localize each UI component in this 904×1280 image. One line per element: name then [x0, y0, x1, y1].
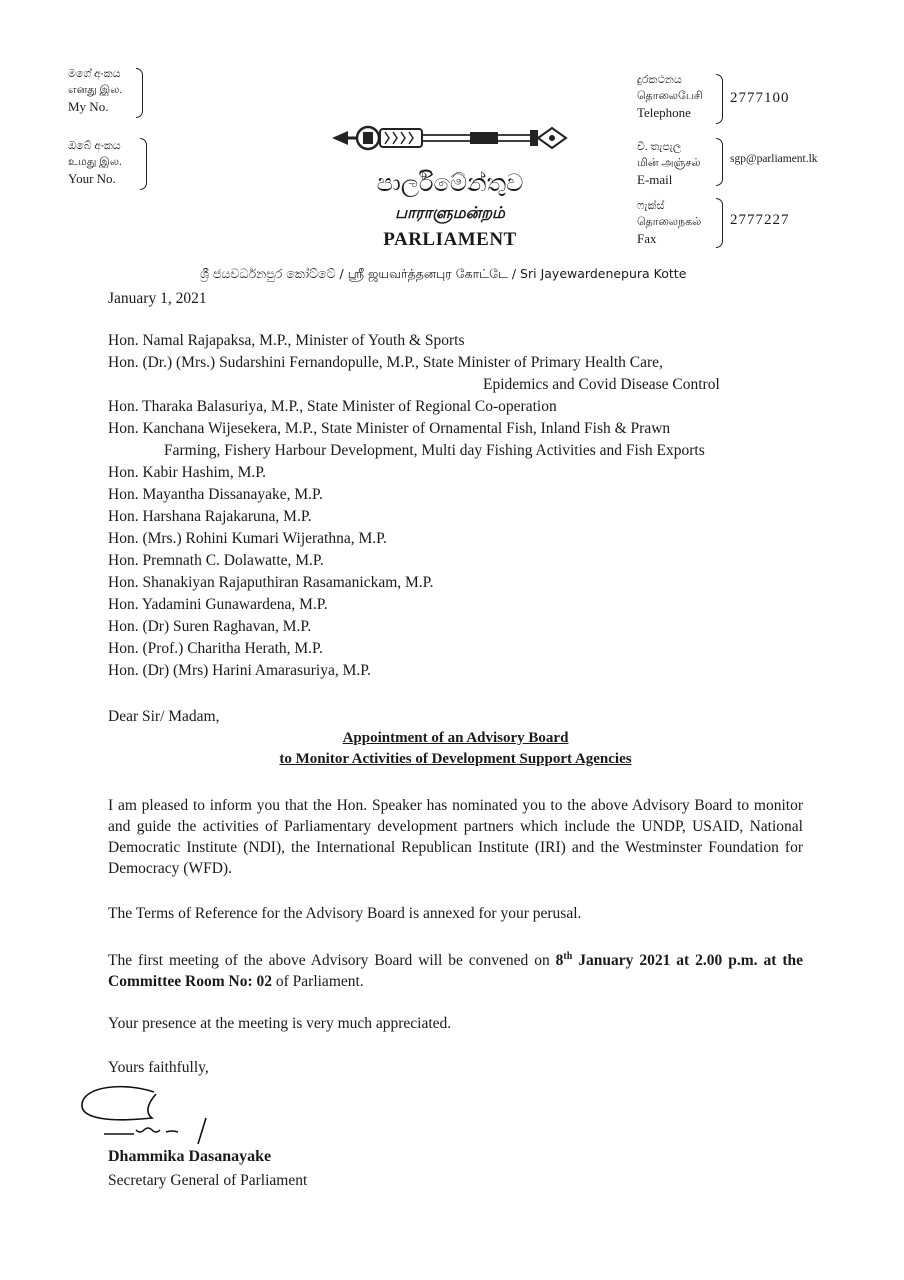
handwritten-signature-icon: [74, 1082, 224, 1148]
recipient-line: Hon. Premnath C. Dolawatte, M.P.: [108, 552, 324, 569]
body-paragraph-3: [108, 946, 803, 992]
recipient-line: Hon. (Mrs.) Rohini Kumari Wijerathna, M.P.: [108, 530, 387, 547]
recipient-line-continued: Epidemics and Covid Disease Control: [483, 376, 720, 393]
recipient-line-continued: Farming, Fishery Harbour Development, Multi day Fishing Activities and Fish Exports: [164, 442, 705, 459]
body-paragraph-4: Your presence at the meeting is very much appreciated.: [108, 1015, 452, 1032]
salutation: Dear Sir/ Madam,: [108, 708, 220, 725]
parliament-name-ta: பாராளுமன்றம்: [395, 203, 505, 222]
your-no-block: [68, 138, 122, 187]
recipient-line: Hon. (Prof.) Charitha Herath, M.P.: [108, 640, 323, 657]
your-no-ta: உமது இல.: [68, 156, 122, 168]
recipient-line: Hon. Kabir Hashim, M.P.: [108, 464, 267, 481]
telephone-brace: [716, 74, 723, 124]
telephone-ta: தொலைபேசி: [637, 90, 703, 102]
fax-ta: தொலைநகல்: [637, 216, 702, 228]
fax-en: Fax: [637, 231, 657, 246]
signatory-name: Dhammika Dasanayake: [108, 1148, 272, 1165]
your-no-en: Your No.: [68, 171, 116, 186]
recipient-line: Hon. (Dr.) (Mrs.) Sudarshini Fernandopulle, M.P., State Minister of Primary Health Care,: [108, 354, 663, 371]
email-brace: [716, 138, 723, 186]
subject-line-1: Appointment of an Advisory Board: [342, 730, 569, 746]
fax-brace: [716, 198, 723, 248]
recipient-line: Hon. Tharaka Balasuriya, M.P., State Minister of Regional Co-operation: [108, 398, 557, 415]
meeting-day: 8: [555, 952, 564, 970]
letter-date: January 1, 2021: [108, 290, 207, 307]
telephone-number: 2777100: [730, 90, 790, 106]
email-label-block: [637, 139, 701, 188]
recipient-line: Hon. Harshana Rajakaruna, M.P.: [108, 508, 312, 525]
telephone-si: දුරකථනය: [637, 74, 682, 86]
meeting-date-venue: January 2021 at 2.00 p.m. at the Committee Room No: 02: [108, 952, 804, 991]
recipient-line: Hon. Namal Rajapaksa, M.P., Minister of Youth & Sports: [108, 332, 465, 349]
your-no-brace: [140, 138, 147, 190]
recipient-line: Hon. Mayantha Dissanayake, M.P.: [108, 486, 323, 503]
my-no-ta: எனது இல.: [68, 84, 123, 96]
your-no-si: ඔබේ අංකය: [68, 140, 121, 152]
my-no-en: My No.: [68, 99, 109, 114]
email-address: sgp@parliament.lk: [730, 153, 818, 165]
recipient-line: Hon. (Dr) (Mrs) Harini Amarasuriya, M.P.: [108, 662, 372, 679]
recipient-line: Hon. Yadamini Gunawardena, M.P.: [108, 596, 328, 613]
fax-number: 2777227: [730, 212, 790, 228]
recipient-line: Hon. Shanakiyan Rajaputhiran Rasamanickam, M.P.: [108, 574, 434, 591]
recipient-line: Hon. Kanchana Wijesekera, M.P., State Minister of Ornamental Fish, Inland Fish & Prawn: [108, 420, 671, 437]
closing: Yours faithfully,: [108, 1059, 209, 1076]
parliament-name-si: පාර්ලිමේන්තුව: [376, 169, 524, 197]
my-no-brace: [136, 68, 143, 118]
meeting-day-suffix: th: [563, 951, 573, 962]
parliament-mace-emblem-icon: [330, 118, 570, 158]
signatory-title: Secretary General of Parliament: [108, 1172, 308, 1189]
parliament-name-en: PARLIAMENT: [383, 229, 517, 250]
recipient-line: Hon. (Dr) Suren Raghavan, M.P.: [108, 618, 312, 635]
email-ta: மின் அஞ்சல்: [637, 157, 701, 169]
fax-si: ෆැක්ස්: [637, 200, 665, 212]
fax-label-block: [637, 198, 701, 247]
email-si: වි. තැපැල: [637, 141, 682, 153]
body-paragraph-2: The Terms of Reference for the Advisory Board is annexed for your perusal.: [108, 905, 582, 922]
subject-line-2: to Monitor Activities of Development Support Agencies: [279, 751, 632, 767]
address-line: ශ්‍රී ජයවර්ධනපුර කෝට්ටේ / ஸ்ரீ ஜயவர்த்தனபுர கோட்டே / Sri Jayewardenepura Kotte: [200, 266, 687, 281]
my-no-block: [68, 66, 122, 115]
my-no-si: මගේ අංකය: [68, 68, 121, 80]
email-en: E-mail: [637, 172, 673, 187]
body-paragraph-1: I am pleased to inform you that the Hon. Speaker has nominated you to the above Advisory Board to monitor and guide the activities of Parliamentary development partners which include the UNDP, USAID, National Democratic Institute (NDI), the International Republican Institute (IRI) and the Westminster Foundation for Democracy (WFD).: [108, 797, 803, 877]
telephone-label-block: [637, 72, 703, 121]
meeting-text-b: of Parliament.: [272, 973, 364, 991]
recipient-list: [108, 330, 720, 682]
meeting-text-a: The first meeting of the above Advisory Board will be convened on: [108, 952, 556, 970]
telephone-en: Telephone: [637, 105, 691, 120]
